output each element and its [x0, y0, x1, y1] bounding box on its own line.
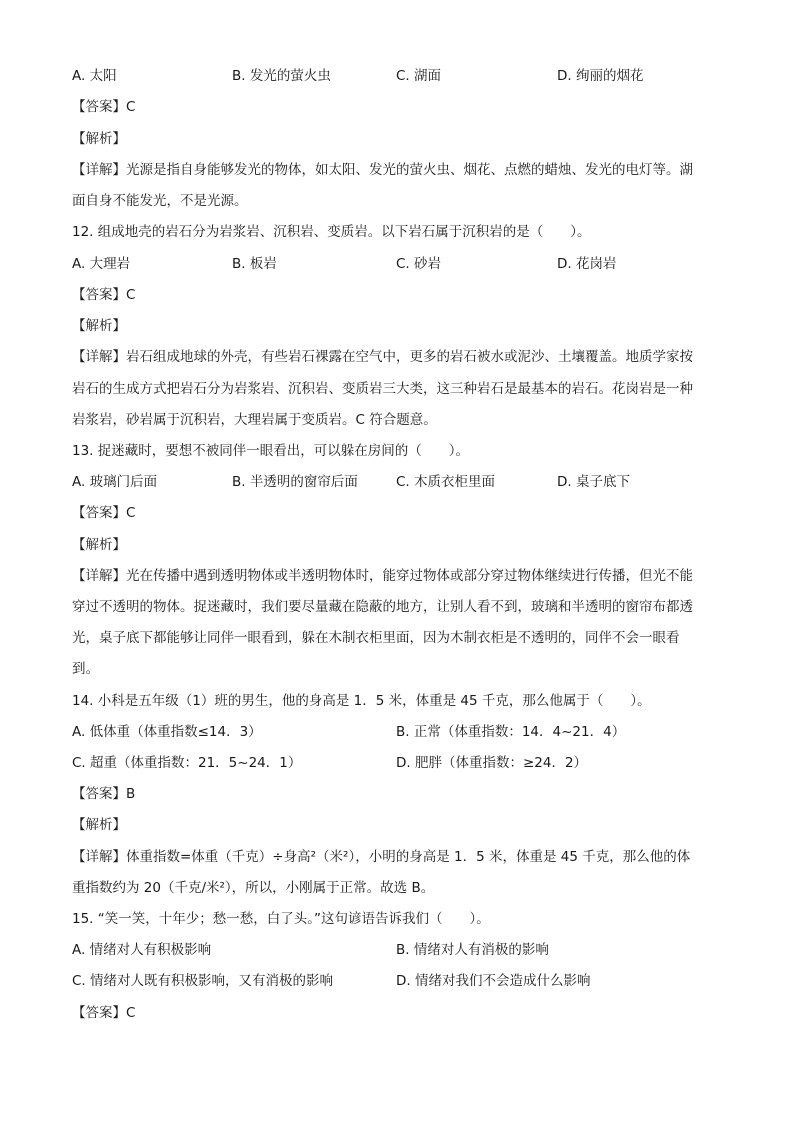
q13-analysis: 【解析】	[72, 537, 126, 553]
q11-analysis: 【解析】	[72, 131, 126, 147]
q12-option-d: D. 花岗岩	[557, 256, 617, 272]
q15-question: 15. “笑一笑，十年少；愁一愁，白了头。”这句谚语告诉我们（ ）。	[72, 911, 490, 927]
q12-detail-line: 岩浆岩，砂岩属于沉积岩，大理岩属于变质岩。C 符合题意。	[72, 412, 437, 428]
q14-analysis: 【解析】	[72, 817, 126, 833]
q15-option-a: A. 情绪对人有积极影响	[72, 942, 212, 958]
q13-detail-line: 到。	[72, 661, 99, 677]
q14-question: 14. 小科是五年级（1）班的男生，他的身高是 1．5 米，体重是 45 千克，那么他属于（ ）。	[72, 693, 651, 709]
q11-detail-line: 面自身不能发光，不是光源。	[72, 193, 248, 209]
q11-option-c: C. 湖面	[396, 68, 442, 84]
q15-answer: 【答案】C	[72, 1005, 136, 1021]
q14-option-d: D. 肥胖（体重指数：≥24．2）	[396, 755, 588, 771]
q14-detail-line: 重指数约为 20（千克/米²），所以，小刚属于正常。故选 B。	[72, 880, 435, 896]
q12-option-c: C. 砂岩	[396, 256, 442, 272]
q13-detail-line: 光，桌子底下都能够让同伴一眼看到，躲在木制衣柜里面，因为木制衣柜是不透明的，同伴不会一眼看	[72, 630, 680, 646]
q13-detail-line: 【详解】光在传播中遇到透明物体或半透明物体时，能穿过物体或部分穿过物体继续进行传播，但光不能	[72, 568, 693, 584]
q12-analysis: 【解析】	[72, 318, 126, 334]
q13-question: 13. 捉迷藏时，要想不被同伴一眼看出，可以躲在房间的（ ）。	[72, 443, 470, 459]
q14-option-a: A. 低体重（体重指数≤14．3）	[72, 724, 262, 740]
q13-option-d: D. 桌子底下	[557, 474, 630, 490]
q11-option-b: B. 发光的萤火虫	[232, 68, 331, 84]
q11-detail-line: 【详解】光源是指自身能够发光的物体，如太阳、发光的萤火虫、烟花、点燃的蜡烛、发光的电灯等。湖	[72, 162, 693, 178]
q14-detail-line: 【详解】体重指数=体重（千克）÷身高²（米²），小明的身高是 1．5 米，体重是 45 千克，那么他的体	[72, 849, 691, 865]
q11-answer: 【答案】C	[72, 99, 136, 115]
q14-answer: 【答案】B	[72, 786, 136, 802]
q11-option-d: D. 绚丽的烟花	[557, 68, 644, 84]
q15-option-d: D. 情绪对我们不会造成什么影响	[396, 973, 591, 989]
q15-option-c: C. 情绪对人既有积极影响，又有消极的影响	[72, 973, 334, 989]
q15-option-b: B. 情绪对人有消极的影响	[396, 942, 549, 958]
q12-option-a: A. 大理岩	[72, 256, 131, 272]
q13-option-b: B. 半透明的窗帘后面	[232, 474, 358, 490]
q13-answer: 【答案】C	[72, 505, 136, 521]
q13-option-c: C. 木质衣柜里面	[396, 474, 496, 490]
q13-option-a: A. 玻璃门后面	[72, 474, 158, 490]
q12-detail-line: 岩石的生成方式把岩石分为岩浆岩、沉积岩、变质岩三大类，这三种岩石是最基本的岩石。花岗岩是一种	[72, 381, 693, 397]
q12-detail-line: 【详解】岩石组成地球的外壳，有些岩石裸露在空气中，更多的岩石被水或泥沙、土壤覆盖。地质学家按	[72, 349, 693, 365]
q11-option-a: A. 太阳	[72, 68, 117, 84]
q14-option-b: B. 正常（体重指数：14．4~21．4）	[396, 724, 626, 740]
q12-option-b: B. 板岩	[232, 256, 277, 272]
q13-detail-line: 穿过不透明的物体。捉迷藏时，我们要尽量藏在隐蔽的地方，让别人看不到，玻璃和半透明的窗帘布都透	[72, 599, 693, 615]
q12-answer: 【答案】C	[72, 287, 136, 303]
q12-question: 12. 组成地壳的岩石分为岩浆岩、沉积岩、变质岩。以下岩石属于沉积岩的是（ ）。	[72, 224, 591, 240]
q14-option-c: C. 超重（体重指数：21．5~24．1）	[72, 755, 302, 771]
